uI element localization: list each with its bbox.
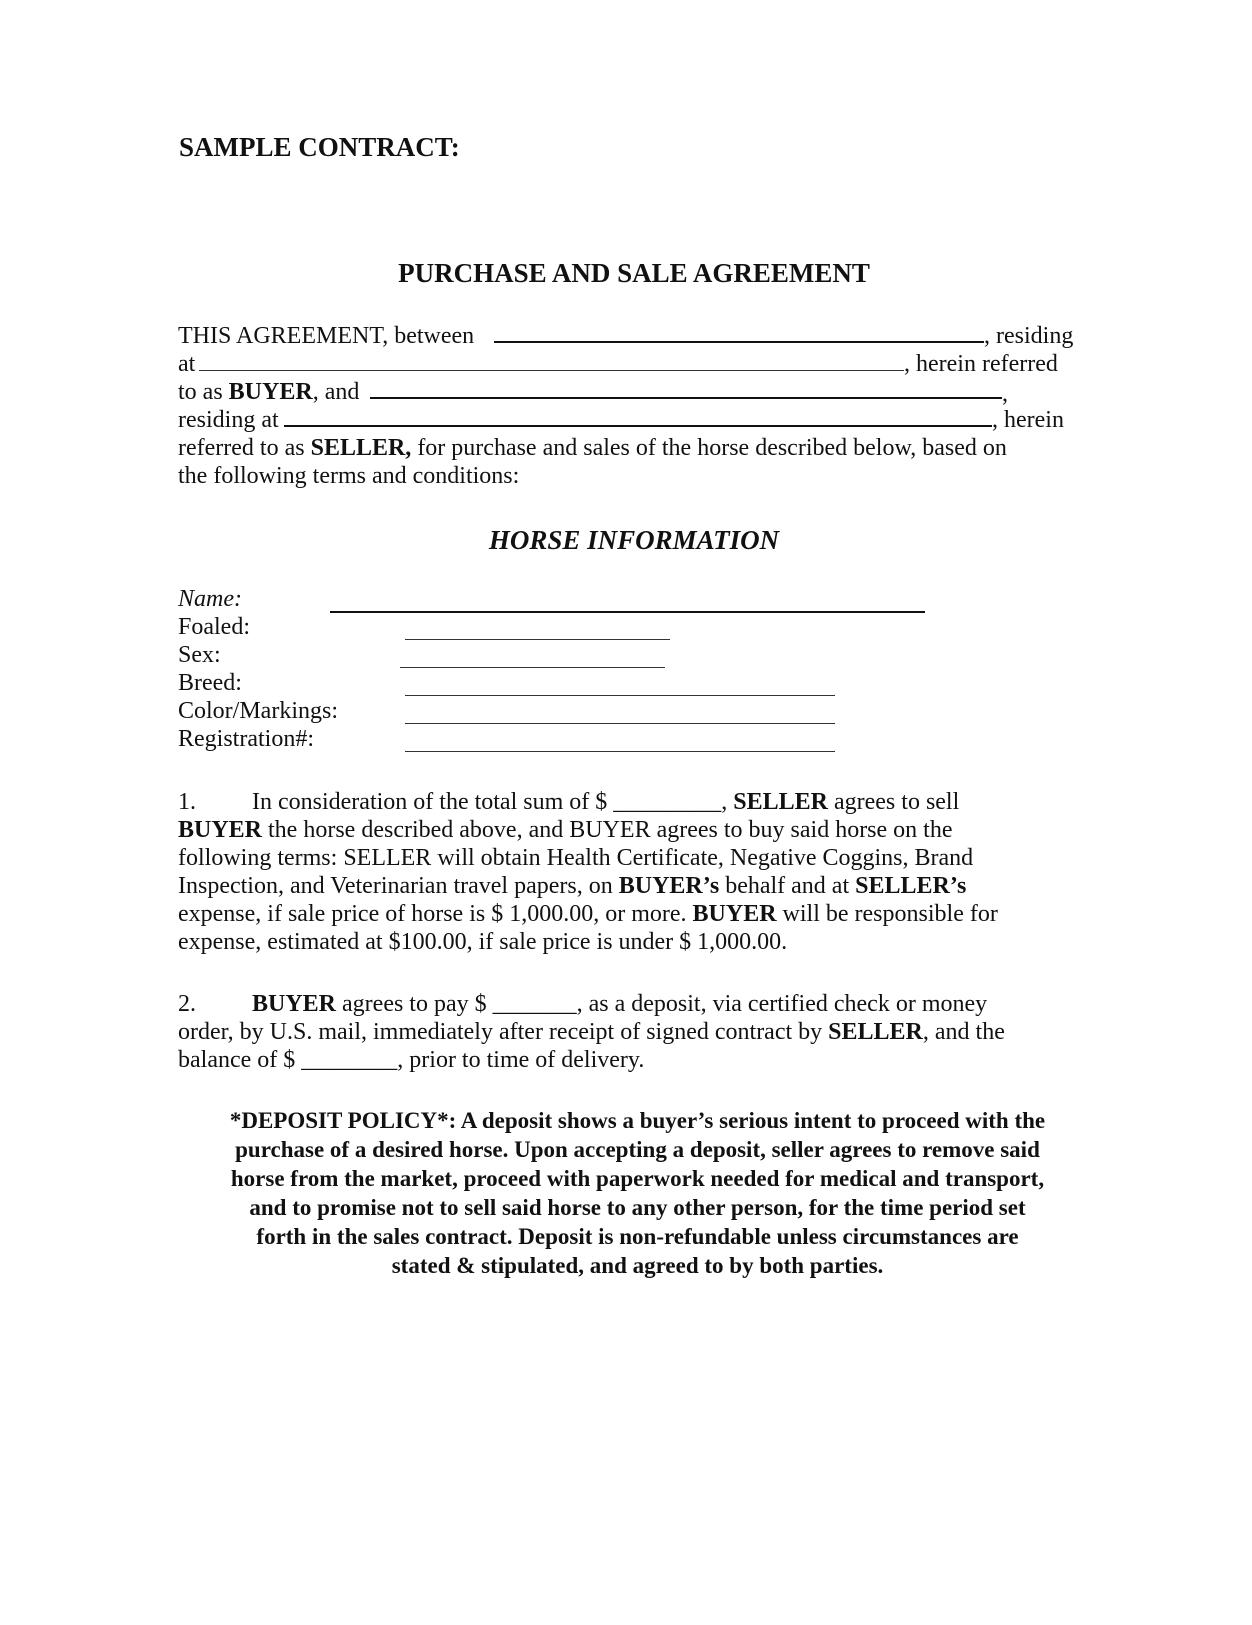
clause1-line-5 (178, 900, 998, 928)
clause1-line-1 (252, 788, 959, 816)
intro-text: , and (312, 379, 360, 405)
policy-line: *DEPOSIT POLICY*: A deposit shows a buyer’s serious intent to proceed with the (229, 1108, 1046, 1133)
seller-name-blank[interactable] (370, 397, 1002, 399)
intro-line-2 (178, 350, 195, 378)
intro-text: to as (178, 379, 229, 405)
intro-text: , (1002, 381, 1008, 407)
field-label-foaled: Foaled: (178, 614, 250, 640)
sex-blank[interactable] (400, 667, 665, 668)
field-label-color-markings: Color/Markings: (178, 698, 338, 724)
intro-line-2-end (904, 350, 1058, 378)
clause-text: order, by U.S. mail, immediately after receipt of signed contract by (178, 1019, 829, 1045)
clause1-line-2 (178, 816, 953, 844)
clause2-line-3 (178, 1046, 644, 1074)
clause-text: will be responsible for (776, 901, 998, 927)
foaled-blank[interactable] (405, 639, 670, 640)
intro-text: , herein (992, 407, 1064, 433)
intro-line-1 (178, 322, 474, 350)
clause-text: , prior to time of delivery. (397, 1047, 645, 1073)
intro-text: residing at (178, 407, 279, 433)
field-label-registration: Registration#: (178, 726, 314, 752)
buyer-name-blank[interactable] (494, 341, 984, 343)
horse-name-blank[interactable] (330, 611, 925, 613)
field-label-name: Name: (178, 586, 242, 612)
policy-line: and to promise not to sell said horse to any other person, for the time period set (249, 1195, 1026, 1220)
deposit-blank[interactable]: _______ (492, 991, 577, 1017)
clause-text: expense, if sale price of horse is $ 1,000.00, or more. (178, 901, 693, 927)
policy-line: forth in the sales contract. Deposit is non-refundable unless circumstances are (256, 1224, 1019, 1249)
clause2-line-1 (252, 990, 987, 1018)
intro-line-6: the following terms and conditions: (178, 463, 520, 489)
clause-text: agrees to sell (827, 789, 960, 815)
field-label-breed: Breed: (178, 670, 242, 696)
breed-blank[interactable] (405, 695, 835, 696)
clause1-number: 1. (178, 789, 196, 815)
policy-line: stated & stipulated, and agreed to by both parties. (391, 1253, 884, 1278)
intro-text: THIS AGREEMENT, between (178, 323, 475, 349)
intro-line-3-end (1002, 380, 1008, 408)
clause1-line-4 (178, 872, 966, 900)
buyer-term: BUYER (692, 901, 777, 927)
sample-contract-heading: SAMPLE CONTRACT: (179, 132, 460, 162)
balance-blank[interactable]: ________ (301, 1047, 398, 1073)
clause-text: balance of $ (178, 1047, 302, 1073)
seller-term: SELLER (828, 1019, 923, 1045)
policy-line: purchase of a desired horse. Upon accepting a deposit, seller agrees to remove said (235, 1137, 1040, 1162)
field-label-sex: Sex: (178, 642, 221, 668)
intro-line-3 (178, 378, 359, 406)
seller-term: SELLER, (310, 435, 412, 461)
horse-information-heading: HORSE INFORMATION (488, 525, 780, 555)
clause-text: behalf and at (719, 873, 856, 899)
clause1-line-6: expense, estimated at $100.00, if sale price is under $ 1,000.00. (178, 929, 788, 955)
intro-text: at (178, 351, 196, 377)
intro-line-5 (178, 434, 1007, 462)
deposit-policy (170, 1106, 1105, 1280)
intro-text: , herein referred (904, 351, 1058, 377)
buyer-term: BUYER (228, 379, 313, 405)
intro-text: referred to as (178, 435, 311, 461)
clause2-number: 2. (178, 991, 196, 1017)
intro-text: , residing (984, 323, 1074, 349)
agreement-title: PURCHASE AND SALE AGREEMENT (398, 258, 870, 288)
clause1-line-3: following terms: SELLER will obtain Health Certificate, Negative Coggins, Brand (178, 845, 974, 871)
intro-line-4 (178, 406, 279, 434)
seller-address-blank[interactable] (284, 425, 992, 427)
clause-text: , and the (922, 1019, 1005, 1045)
intro-text: for purchase and sales of the horse described below, based on (411, 435, 1007, 461)
buyer-term: BUYER (252, 991, 337, 1017)
buyer-address-blank[interactable] (199, 370, 904, 371)
buyer-term: BUYER (178, 817, 263, 843)
buyers-term: BUYER’s (618, 873, 720, 899)
clause-text: In consideration of the total sum of $ (252, 789, 614, 815)
clause-text: Inspection, and Veterinarian travel papers, on (178, 873, 619, 899)
clause-text: agrees to pay $ (336, 991, 493, 1017)
total-sum-blank[interactable]: _________ (613, 789, 722, 815)
seller-term: SELLER (733, 789, 828, 815)
registration-blank[interactable] (405, 751, 835, 752)
sellers-term: SELLER’s (855, 873, 967, 899)
clause2-line-2 (178, 1018, 1005, 1046)
color-markings-blank[interactable] (405, 723, 835, 724)
policy-line: horse from the market, proceed with paperwork needed for medical and transport, (230, 1166, 1045, 1191)
intro-line-4-end (992, 406, 1064, 434)
clause-text: , as a deposit, via certified check or money (576, 991, 988, 1017)
clause-text: the horse described above, and BUYER agrees to buy said horse on the (262, 817, 953, 843)
clause-text: , (721, 789, 734, 815)
intro-line-1-end (984, 322, 1073, 350)
